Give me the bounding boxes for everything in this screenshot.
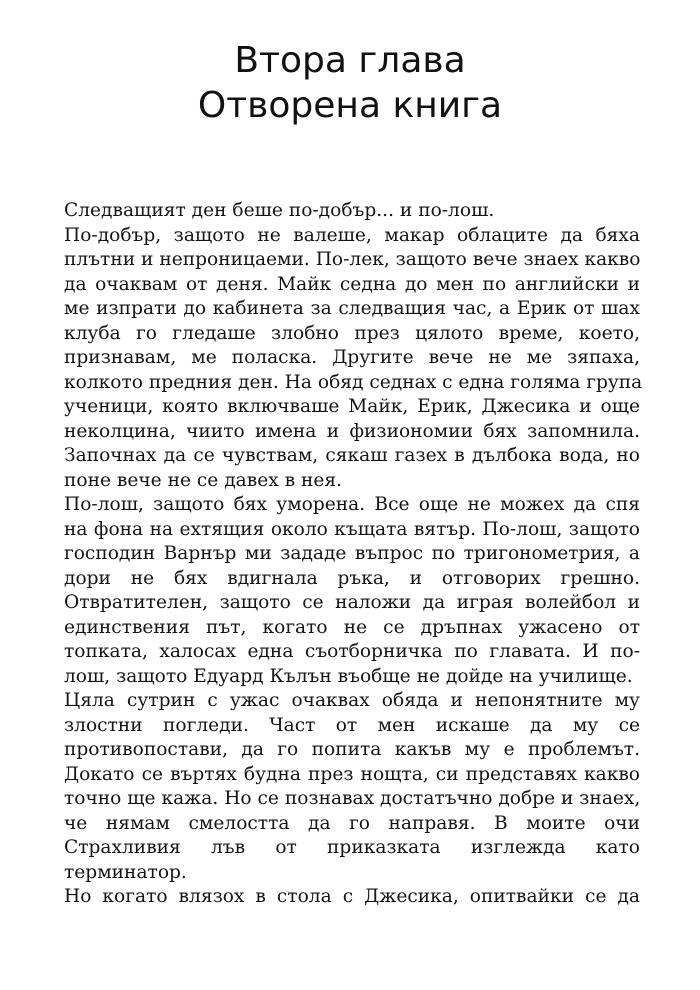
chapter-number: Втора глава <box>234 40 466 81</box>
text-line: господин Варнър ми зададе въпрос по тригонометрия, а <box>64 543 640 564</box>
text-line: неколцина, чиито имена и физиономии бях запомнила. <box>64 420 640 442</box>
text-line: Но когато влязох в стола с Джесика, опитвайки се да <box>64 886 640 907</box>
text-line: Докато се въртях будна през нощта, си представях какво <box>64 763 640 785</box>
text-line: да очаквам от деня. Майк седна до мен по английски и <box>64 273 640 295</box>
text-line: Страхливия лъв от приказката изглежда като <box>64 837 640 858</box>
text-line: че нямам смелостта да го направя. В моите очи <box>64 812 640 834</box>
text-line: терминатор. <box>64 861 187 883</box>
chapter-heading <box>0 38 700 128</box>
text-line: Цяла сутрин с ужас очаквах обяда и непонятните му <box>64 690 640 711</box>
text-line: злостни погледи. Част от мен искаше да му се <box>64 714 640 736</box>
text-line: колкото предния ден. На обяд седнах с една голяма група <box>64 371 643 393</box>
text-line: топката, халосах една съотборничка по главата. И по- <box>64 641 640 662</box>
text-line: По-лош, защото бях уморена. Все още не можех да спя <box>64 494 640 515</box>
text-line: Започнах да се чувствам, сякаш газех в дълбока вода, но <box>64 445 640 466</box>
text-line: клуба го гледаше злобно през цялото време, което, <box>64 322 640 344</box>
text-line: признавам, ме поласка. Другите вече не ме зяпаха, <box>64 347 640 368</box>
text-line: лош, защото Едуард Кълън въобще не дойде на училище. <box>64 665 633 687</box>
text-line: поне вече не се давех в нея. <box>64 469 343 491</box>
text-line: ме изпрати до кабинета за следващия час, а Ерик от шах <box>64 298 640 319</box>
text-line: ученици, която включваше Майк, Ерик, Джесика и още <box>64 396 640 417</box>
text-line: плътни и непроницаеми. По-лек, защото вече знаех какво <box>64 249 641 270</box>
text-line: По-добър, защото не валеше, макар облаците да бяха <box>64 224 640 246</box>
text-line: на фона на ехтящия около къщата вятър. По-лош, защото <box>64 518 640 540</box>
text-line: дори не бях вдигнала ръка, и отговорих грешно. <box>64 567 640 589</box>
text-line: Следващият ден беше по-добър... и по-лош. <box>64 200 495 221</box>
text-line: единствения път, когато не се дръпнах ужасено от <box>64 616 640 638</box>
text-line: точно ще кажа. Но се познавах достатъчно добре и знаех, <box>64 788 641 809</box>
text-line: противопостави, да го попита какъв му е проблемът. <box>64 739 640 760</box>
chapter-body-text <box>64 199 643 910</box>
text-line: Отвратителен, защото се наложи да играя волейбол и <box>64 592 640 613</box>
chapter-title: Отворена книга <box>197 85 503 126</box>
